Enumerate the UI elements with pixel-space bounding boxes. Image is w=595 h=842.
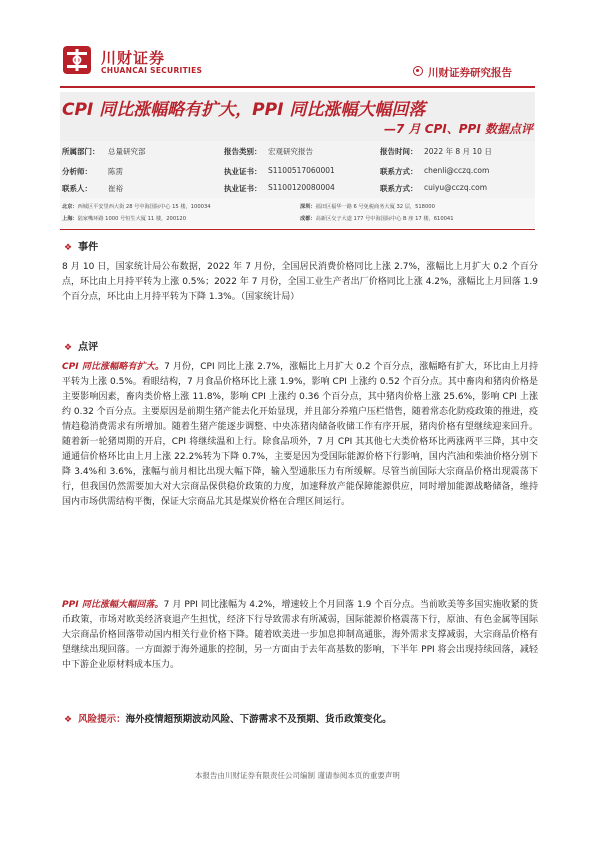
dept-value: 总量研究部 bbox=[108, 147, 146, 156]
ppi-heading: PPI 同比涨幅大幅回落。 bbox=[62, 600, 164, 610]
email-value-1[interactable]: chenli@cczq.com bbox=[424, 166, 490, 175]
analyst-value: 陈雳 bbox=[108, 167, 123, 176]
analyst-label: 分析师： bbox=[62, 167, 92, 176]
cpi-text: 7 月份，CPI 同比上涨 2.7%，涨幅比上月扩大 0.2 个百分点，涨幅略有扩大，环比由上月持平转为上涨 0.5%。看眼结构，7 月食品价格环比上涨 1.9%，影响 CPI 上涨约 0.52 个百分点。其中畜肉和猪肉价格是主要影响因素，畜肉类价格上涨 11.8%，影响 CPI 上涨约 0.36 个百分点，其中猪肉价格上涨 25.6%，影响 CPI 上涨约 0.32 个百分点。主要原因是前期生猪产能去化开始显现，并且部分养殖户压栏惜售，随着常态化防疫政策的推进，疫情趋稳消费需求有所增加。随着生猪产能逐步调整、中央冻猪肉储备收储工作有序开展，猪肉价格有望继续迎来回升。随着新一轮猪周期的开启，CPI 将继续温和上行。除食品项外，7 月 CPI 其其他七大类价格环比两涨两平三降，其中交通通信价格环比由上月上涨 22.2%转为下降 0.7%，主要是因为受国际能源价格下行影响，国内汽油和柴油价格分别下降 3.4%和 3.6%，涨幅与前月相比出现大幅下降，输入型通胀压力有所缓解。尽管当前国际大宗商品价格出现震荡下行，但我国仍然需要加大对大宗商品保供稳价政策的力度，加速释放产能保障能源供应，同时增加能源战略储备，维持国内市场供需结构平衡，保证大宗商品尤其是煤炭价格在合理区间运行。 bbox=[62, 362, 539, 507]
chengdu-address: 高新区交子大道 177 号中海国际中心 B 座 17 楼，610041 bbox=[315, 216, 454, 222]
cert-value-1: S1100517060001 bbox=[268, 166, 335, 175]
type-label: 报告类别： bbox=[224, 147, 262, 156]
address-shanghai bbox=[62, 215, 186, 222]
contact-person-label: 联系人： bbox=[62, 184, 92, 193]
risk-text: 海外疫情超预期波动风险、下游需求不及预期、货币政策变化。 bbox=[125, 714, 392, 725]
cpi-heading: CPI 同比涨幅略有扩大。 bbox=[62, 362, 165, 372]
circle-logo-icon bbox=[413, 66, 423, 76]
company-name-cn: 川财证券 bbox=[101, 49, 166, 67]
comment-title: 点评 bbox=[78, 342, 99, 353]
time-value: 2022 年 8 月 10 日 bbox=[424, 147, 492, 156]
cert-label-1: 执业证书： bbox=[224, 167, 262, 176]
address-chengdu bbox=[300, 215, 454, 222]
shanghai-address: 陆家嘴环路 1000 号恒生大厦 11 楼，200120 bbox=[77, 216, 187, 222]
beijing-address: 西城区平安里西大街 28 号中海国际中心 15 楼，100034 bbox=[77, 204, 211, 210]
address-shenzhen bbox=[300, 203, 435, 210]
page-footer: 本报告由川财证券有限责任公司编制 谨请参阅本页的重要声明 bbox=[195, 771, 400, 780]
diamond-icon: ❖ bbox=[64, 243, 73, 253]
shenzhen-address: 福田区福华一路 6 号免税商务大厦 32 层，518000 bbox=[315, 204, 435, 210]
shenzhen-label: 深圳： bbox=[300, 204, 316, 210]
comment-heading bbox=[64, 338, 98, 353]
time-label: 报告时间： bbox=[380, 147, 418, 156]
event-title: 事件 bbox=[78, 242, 99, 253]
contact-label-2: 联系方式： bbox=[380, 184, 418, 193]
header-divider bbox=[60, 86, 535, 88]
dept-label: 所属部门： bbox=[62, 147, 100, 156]
report-subtitle: —7 月 CPI、PPI 数据点评 bbox=[383, 122, 533, 136]
company-name-en: CHUANCAI SECURITIES bbox=[101, 66, 203, 75]
cpi-paragraph bbox=[62, 360, 538, 510]
shanghai-label: 上海： bbox=[62, 216, 78, 222]
diamond-icon: ❖ bbox=[64, 715, 73, 725]
email-value-2[interactable]: cuiyu@cczq.com bbox=[424, 183, 487, 192]
event-paragraph: 8 月 10 日，国家统计局公布数据，2022 年 7 月份，全国居民消费价格同比上涨 2.7%，涨幅比上月扩大 0.2 个百分点，环比由上月持平转为上涨 0.5%；2022 年 7 月份，全国工业生产者出厂价格同比上涨 4.2%，涨幅比上月回落 1.9 个百分点，环比由上月持平转为下降 1.3%。（国家统计局） bbox=[62, 262, 538, 302]
cert-label-2: 执业证书： bbox=[224, 184, 262, 193]
company-logo-icon bbox=[63, 46, 91, 74]
beijing-label: 北京： bbox=[62, 204, 78, 210]
info-row-3 bbox=[62, 183, 532, 196]
ppi-text: 7 月 PPI 同比涨幅为 4.2%，增速较上个月回落 1.9 个百分点。当前欧美等多国实施收紧的货币政策，市场对欧美经济衰退产生担忧，经济下行导致需求有所减弱，国际能源价格震荡下行，原油、有色金属等国际大宗商品价格回落带动国内相关行业价格下降。随着欧美进一步加息抑制高通胀，海外需求支撑减弱，大宗商品价格有望继续出现回落。一方面源于海外通胀的控制，另一方面由于去年高基数的影响，下半年 PPI 将会出现持续回落，减轻中下游企业原材料成本压力。 bbox=[62, 600, 538, 670]
risk-label: 风险提示： bbox=[78, 714, 126, 725]
chengdu-label: 成都： bbox=[300, 216, 316, 222]
report-series-label: 川财证券研究报告 bbox=[428, 67, 512, 79]
address-beijing bbox=[62, 203, 211, 210]
risk-note bbox=[64, 711, 392, 725]
diamond-icon: ❖ bbox=[64, 343, 73, 353]
contact-person-value: 崔裕 bbox=[108, 184, 123, 193]
ppi-paragraph bbox=[62, 598, 538, 673]
event-heading bbox=[64, 238, 98, 253]
info-row-2 bbox=[62, 166, 532, 179]
type-value: 宏观研究报告 bbox=[268, 147, 313, 156]
info-divider bbox=[60, 229, 535, 230]
contact-label-1: 联系方式： bbox=[380, 167, 418, 176]
cert-value-2: S1100120080004 bbox=[268, 183, 335, 192]
report-title: CPI 同比涨幅略有扩大，PPI 同比涨幅大幅回落 bbox=[62, 100, 426, 120]
info-row-1 bbox=[62, 146, 532, 159]
